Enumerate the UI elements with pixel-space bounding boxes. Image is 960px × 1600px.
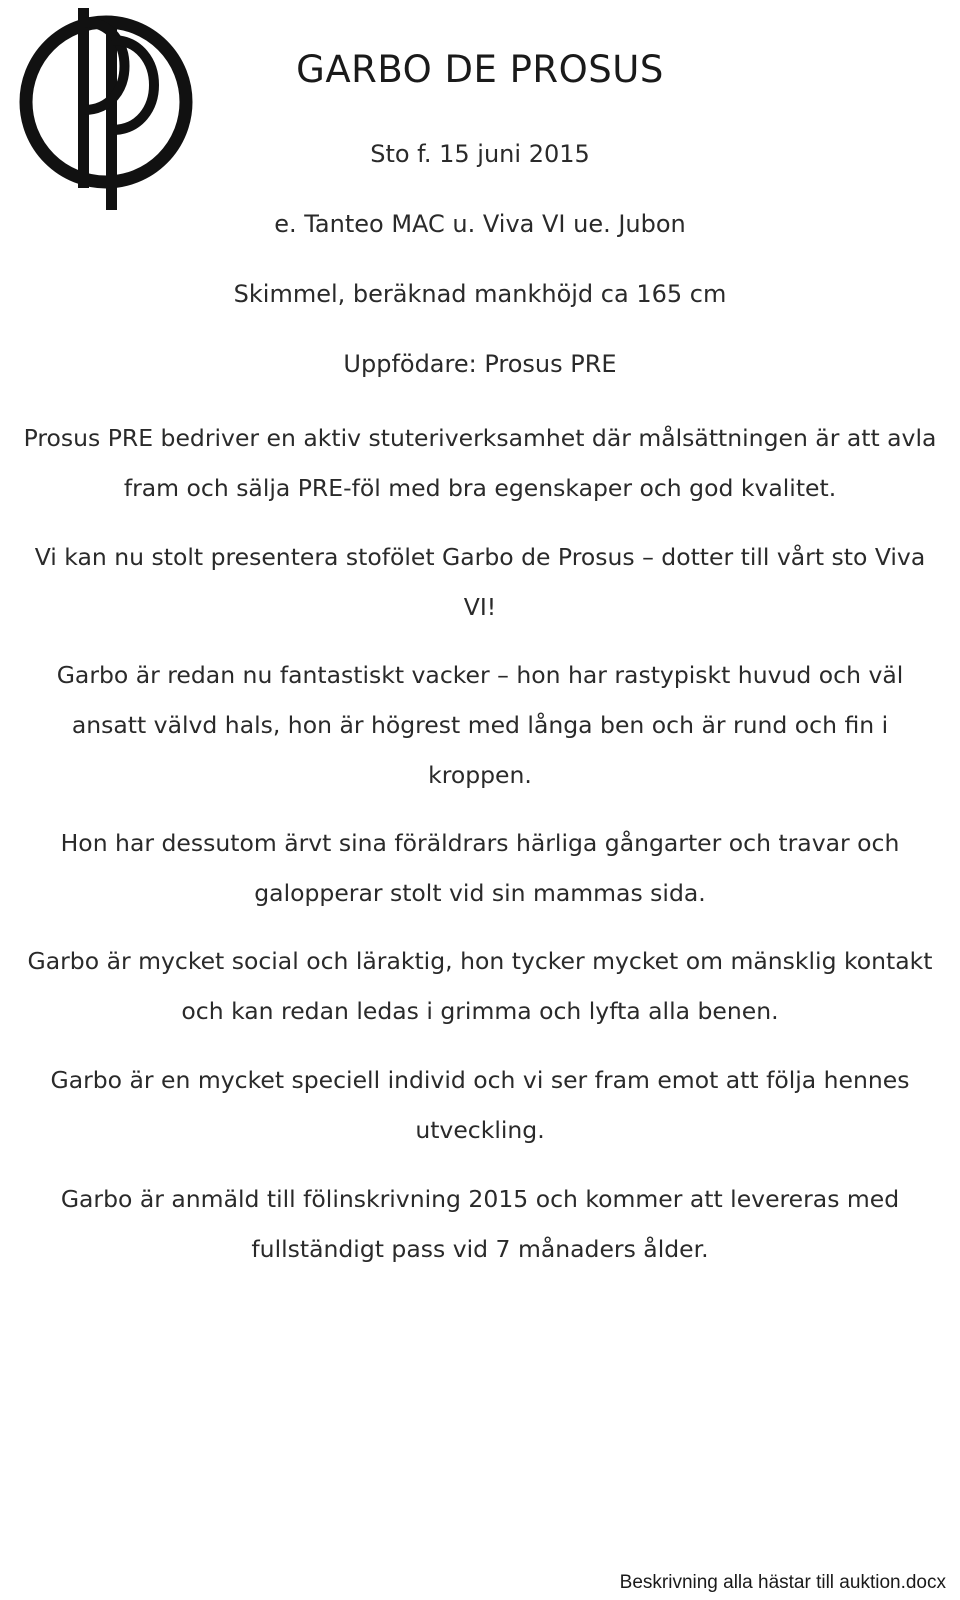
pp-monogram-icon [18,0,200,212]
paragraph-presentation: Vi kan nu stolt presentera stofölet Garbo de Prosus – dotter till vårt sto Viva VI! [34,543,926,621]
breeder-line: Uppfödare: Prosus PRE [343,350,617,378]
footer-filename: Beskrivning alla hästar till auktion.docx [619,1572,946,1593]
paragraph-temperament: Garbo är mycket social och läraktig, hon tycker mycket om mänsklig kontakt och kan redan ledas i grimma och lyfta alla benen. [27,947,933,1025]
color-height-line: Skimmel, beräknad mankhöjd ca 165 cm [233,280,727,308]
paragraph-gaits: Hon har dessutom ärvt sina föräldrars härliga gångarter och travar och galopperar stolt vid sin mammas sida. [60,829,900,907]
paragraph-appearance: Garbo är redan nu fantastiskt vacker – hon har rastypiskt huvud och väl ansatt välvd hals, hon är högrest med långa ben och är rund och fin i kroppen. [56,661,904,789]
paragraph-registration: Garbo är anmäld till fölinskrivning 2015 och kommer att levereras med fullständigt pass vid 7 månaders ålder. [60,1185,900,1263]
document-title: GARBO DE PROSUS [296,48,664,91]
pp-monogram-logo [18,0,200,212]
birth-line: Sto f. 15 juni 2015 [370,140,590,168]
paragraph-breeder-intro: Prosus PRE bedriver en aktiv stuteriverksamhet där målsättningen är att avla fram och sälja PRE-föl med bra egenskaper och god kvalitet. [23,424,937,502]
pedigree-line: e. Tanteo MAC u. Viva VI ue. Jubon [274,210,686,238]
paragraph-individual: Garbo är en mycket speciell individ och vi ser fram emot att följa hennes utveckling. [50,1066,910,1144]
